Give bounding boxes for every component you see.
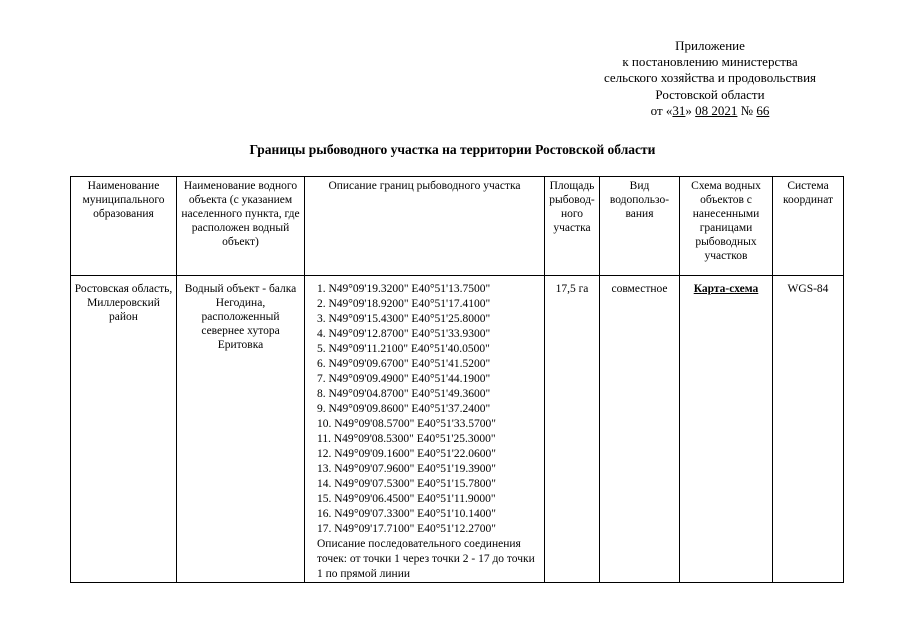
table-row [71, 276, 844, 583]
header-boundary-description: Описание границ рыбоводного участка [305, 177, 545, 276]
boundary-point: 15. N49°09'06.4500" E40°51'11.9000" [317, 493, 496, 505]
boundary-point: 9. N49°09'09.8600" E40°51'37.2400" [317, 403, 491, 415]
boundary-point: 12. N49°09'09.1600" E40°51'22.0600" [317, 448, 496, 460]
appendix-line: к постановлению министерства [622, 54, 798, 70]
boundary-point: 3. N49°09'15.4300" E40°51'25.8000" [317, 313, 491, 325]
boundary-point: 4. N49°09'12.8700" E40°51'33.9300" [317, 328, 491, 340]
header-coordinate-system: Система координат [773, 177, 844, 276]
boundary-point: 7. N49°09'09.4900" E40°51'44.1900" [317, 373, 491, 385]
appendix-date [570, 103, 850, 119]
cell-use-type: совместное [600, 276, 680, 583]
cell-municipality: Ростовская область, Миллеровский район [71, 276, 177, 583]
boundary-point: 13. N49°09'07.9600" E40°51'19.3900" [317, 463, 496, 475]
boundaries-table [70, 176, 844, 583]
appendix-block [570, 38, 850, 119]
appendix-line: Приложение [675, 38, 745, 53]
appendix-line: Ростовской области [655, 86, 765, 102]
boundary-point: 2. N49°09'18.9200" E40°51'17.4100" [317, 298, 491, 310]
document-title: Границы рыбоводного участка на территории Ростовской области [249, 142, 656, 157]
document-number: 66 [756, 102, 770, 118]
cell-boundary-description [305, 276, 545, 583]
date-prefix: от « [650, 102, 673, 118]
scheme-map-link[interactable]: Карта-схема [693, 283, 759, 295]
date-month-year: 08 2021 [695, 102, 738, 118]
boundary-point: 8. N49°09'04.8700" E40°51'49.3600" [317, 388, 491, 400]
appendix-line: сельского хозяйства и продовольствия [603, 70, 817, 86]
boundary-point: 6. N49°09'09.6700" E40°51'41.5200" [317, 358, 491, 370]
boundary-point: 16. N49°09'07.3300" E40°51'10.1400" [317, 508, 496, 520]
boundary-point: 11. N49°09'08.5300" E40°51'25.3000" [317, 433, 496, 445]
header-use-type: Вид водопользо-вания [600, 177, 680, 276]
date-day: 31 [672, 102, 686, 118]
header-water-object: Наименование водного объекта (с указанием населенного пункта, где расположен водный объект) [177, 177, 305, 276]
header-area: Площадь рыбовод-ного участка [545, 177, 600, 276]
header-municipality: Наименование муниципального образования [71, 177, 177, 276]
cell-coordinate-system: WGS-84 [773, 276, 844, 583]
table-header-row [71, 177, 844, 276]
boundary-point: 14. N49°09'07.5300" E40°51'15.7800" [317, 478, 496, 490]
boundary-point: 1. N49°09'19.3200" E40°51'13.7500" [317, 283, 491, 295]
header-scheme: Схема водных объектов с нанесенными границами рыбоводных участков [680, 177, 773, 276]
number-label: № [737, 102, 757, 118]
cell-area: 17,5 га [545, 276, 600, 583]
cell-water-object: Водный объект - балка Негодина, расположенный севернее хутора Еритовка [177, 276, 305, 583]
connection-description: Описание последовательного соединения точек: от точки 1 через точки 2 - 17 до точки 1 по прямой линии [317, 538, 535, 580]
boundary-point: 17. N49°09'17.7100" E40°51'12.2700" [317, 523, 496, 535]
boundary-point: 10. N49°09'08.5700" E40°51'33.5700" [317, 418, 496, 430]
boundary-point: 5. N49°09'11.2100" E40°51'40.0500" [317, 343, 490, 355]
cell-scheme [680, 276, 773, 583]
date-mid: » [685, 102, 696, 118]
